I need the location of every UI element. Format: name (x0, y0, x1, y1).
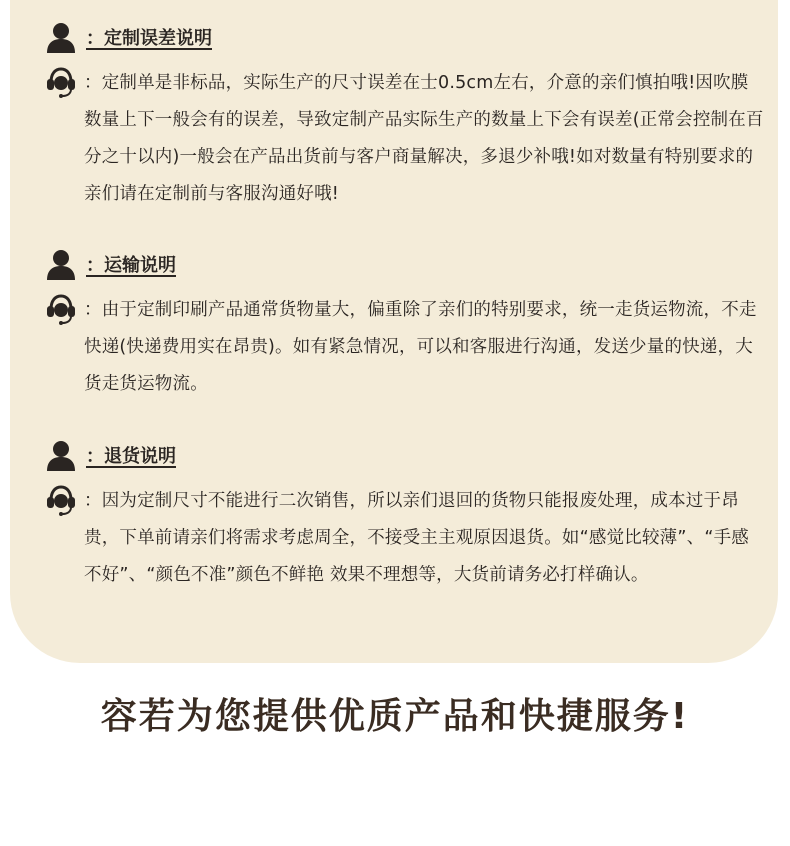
section-title: ：退货说明 (86, 446, 176, 467)
customer-service-icon (44, 65, 78, 99)
user-icon (44, 247, 78, 281)
customer-service-icon (44, 483, 78, 517)
section-body-return (44, 483, 764, 594)
section-body-error (44, 65, 764, 213)
section-heading-error (44, 20, 212, 54)
section-title: ：定制误差说明 (86, 28, 212, 49)
user-icon (44, 438, 78, 472)
section-heading-shipping (44, 247, 176, 281)
customer-service-icon (44, 292, 78, 326)
section-title: ：运输说明 (86, 255, 176, 276)
footer-slogan: 容若为您提供优质产品和快捷服务! (100, 696, 690, 737)
section-body-text: ：由于定制印刷产品通常货物量大，偏重除了亲们的特别要求，统一走货运物流，不走快递(快递费用实在昂贵)。如有紧急情况，可以和客服进行沟通，发送少量的快递，大货走货运物流。 (84, 300, 757, 394)
section-body-text: ：定制单是非标品，实际生产的尺寸误差在士0.5cm左右，介意的亲们慎拍哦!因吹膜数量上下一般会有的误差，导致定制产品实际生产的数量上下会有误差(正常会控制在百分之十以内)一般会在产品出货前与客户商量解决，多退少补哦!如对数量有特别要求的亲们请在定制前与客服沟通好哦! (84, 73, 764, 204)
section-body-text: ：因为定制尺寸不能进行二次销售，所以亲们退回的货物只能报废处理，成本过于昂贵，下单前请亲们将需求考虑周全，不接受主主观原因退货。如“感觉比较薄”、“手感不好”、“颜色不准”颜色不鲜艳 效果不理想等，大货前请务必打样确认。 (84, 491, 749, 585)
section-body-shipping (44, 292, 764, 403)
section-heading-return (44, 438, 176, 472)
user-icon (44, 20, 78, 54)
